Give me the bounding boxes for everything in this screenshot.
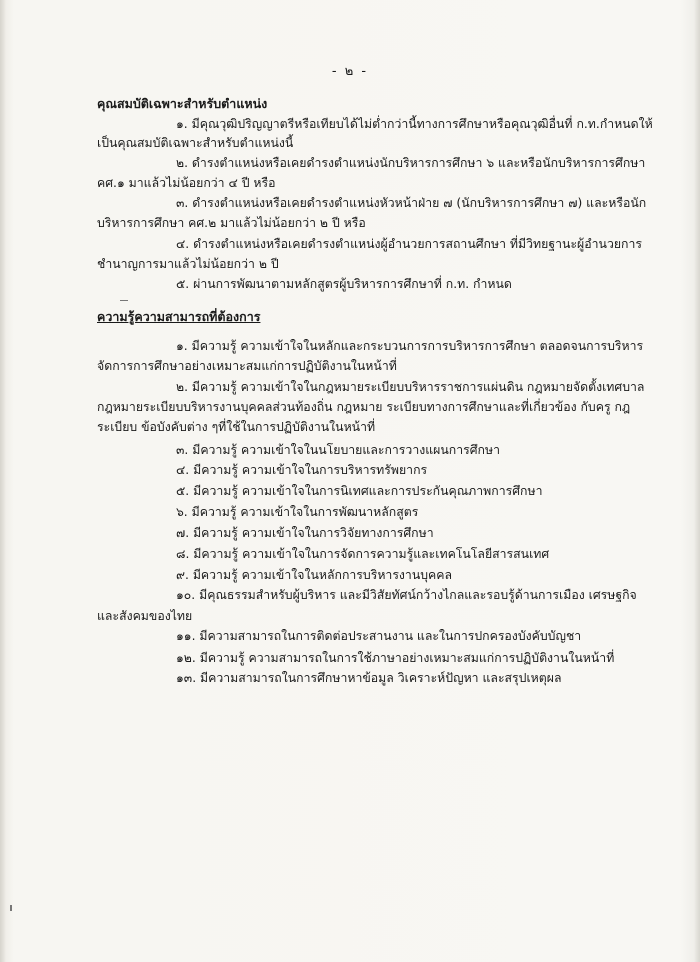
knowledge-line: ๔. มีความรู้ ความเข้าใจในการบริหารทรัพยากร	[176, 463, 428, 477]
scan-mark	[120, 300, 128, 301]
qualification-line: บริหารการศึกษา คศ.๒ มาแล้วไม่น้อยกว่า ๒ ปี หรือ	[97, 216, 366, 230]
page-left-edge	[0, 0, 6, 962]
qualification-line: เป็นคุณสมบัติเฉพาะสำหรับตำแหน่งนี้	[97, 136, 294, 150]
knowledge-line: และสังคมของไทย	[97, 609, 193, 623]
section-heading-qualifications: คุณสมบัติเฉพาะสำหรับตำแหน่ง	[97, 96, 268, 111]
knowledge-line: กฎหมายระเบียบบริหารงานบุคคลส่วนท้องถิ่น กฎหมาย ระเบียบทางการศึกษาและที่เกี่ยวข้อง กับครู กฎ	[97, 400, 631, 414]
qualification-line: ชำนาญการมาแล้วไม่น้อยกว่า ๒ ปี	[97, 257, 279, 271]
qualification-line: คศ.๑ มาแล้วไม่น้อยกว่า ๔ ปี หรือ	[97, 176, 276, 190]
knowledge-line: ๘. มีความรู้ ความเข้าใจในการจัดการความรู้และเทคโนโลยีสารสนเทศ	[176, 547, 550, 561]
knowledge-line: ๑๒. มีความรู้ ความสามารถในการใช้ภาษาอย่างเหมาะสมแก่การปฏิบัติงานในหน้าที่	[176, 651, 615, 665]
knowledge-line: ๕. มีความรู้ ความเข้าใจในการนิเทศและการประกันคุณภาพการศึกษา	[176, 484, 543, 498]
knowledge-line: ๓. มีความรู้ ความเข้าใจในนโยบายและการวางแผนการศึกษา	[176, 443, 500, 457]
knowledge-line: ๑. มีความรู้ ความเข้าใจในหลักและกระบวนการการบริหารการศึกษา ตลอดจนการบริหาร	[176, 339, 644, 353]
qualification-line: ๒. ดำรงตำแหน่งหรือเคยดำรงตำแหน่งนักบริหารการศึกษา ๖ และหรือนักบริหารการศึกษา	[176, 156, 646, 170]
qualification-line: ๓. ดำรงตำแหน่งหรือเคยดำรงตำแหน่งหัวหน้าฝ่าย ๗ (นักบริหารการศึกษา ๗) และหรือนัก	[176, 196, 647, 210]
page-right-edge	[694, 0, 700, 962]
qualification-line: ๔. ดำรงตำแหน่งหรือเคยดำรงตำแหน่งผู้อำนวยการสถานศึกษา ที่มีวิทยฐานะผู้อำนวยการ	[176, 237, 643, 251]
knowledge-line: ๖. มีความรู้ ความเข้าใจในการพัฒนาหลักสูตร	[176, 505, 419, 519]
qualification-line: ๕. ผ่านการพัฒนาตามหลักสูตรผู้บริหารการศึกษาที่ ก.ท. กำหนด	[176, 277, 512, 291]
knowledge-line: ๑๑. มีความสามารถในการติดต่อประสานงาน และในการปกครองบังคับบัญชา	[176, 629, 582, 643]
knowledge-line: จัดการการศึกษาอย่างเหมาะสมแก่การปฏิบัติงานในหน้าที่	[97, 359, 397, 373]
knowledge-line: ๑๓. มีความสามารถในการศึกษาหาข้อมูล วิเคราะห์ปัญหา และสรุปเหตุผล	[176, 671, 562, 685]
knowledge-line: ๗. มีความรู้ ความเข้าใจในการวิจัยทางการศึกษา	[176, 526, 434, 540]
knowledge-line: ๙. มีความรู้ ความเข้าใจในหลักการบริหารงานบุคคล	[176, 568, 453, 582]
page-number: - ๒ -	[331, 64, 369, 79]
knowledge-line: ๑๐. มีคุณธรรมสำหรับผู้บริหาร และมีวิสัยทัศน์กว้างไกลและรอบรู้ด้านการเมือง เศรษฐกิจ	[176, 588, 637, 602]
qualification-line: ๑. มีคุณวุฒิปริญญาตรีหรือเทียบได้ไม่ต่ำกว่านี้ทางการศึกษาหรือคุณวุฒิอื่นที่ ก.ท.กำหนดให้	[176, 117, 653, 131]
knowledge-line: ๒. มีความรู้ ความเข้าใจในกฎหมายระเบียบบริหารราชการแผ่นดิน กฎหมายจัดตั้งเทศบาล	[176, 380, 645, 394]
section-heading-knowledge: ความรู้ความสามารถที่ต้องการ	[97, 309, 261, 324]
scan-mark	[10, 905, 12, 911]
knowledge-line: ระเบียบ ข้อบังคับต่าง ๆที่ใช้ในการปฏิบัติงานในหน้าที่	[97, 420, 376, 434]
